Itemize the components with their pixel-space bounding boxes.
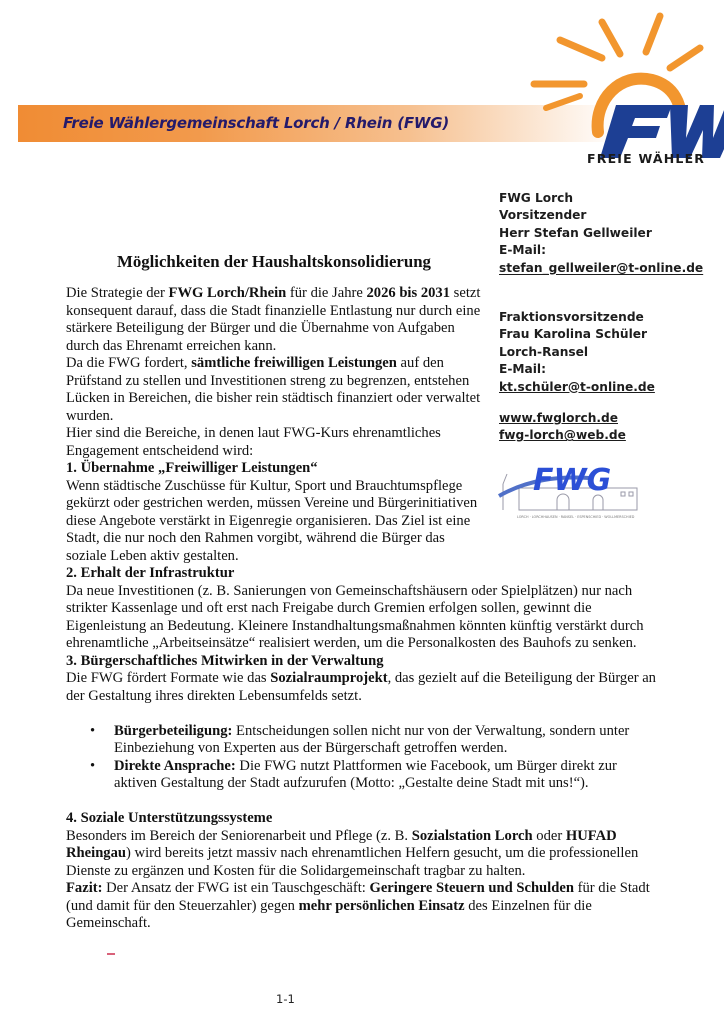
section-heading-1 [66,460,486,478]
contact-chairman [499,190,703,277]
text: Da die FWG fordert, [66,355,192,371]
bullet-item [66,758,656,793]
text: oder [532,827,566,844]
heading-text: 4. Soziale Unterstützungssysteme [66,810,273,826]
section-text-4 [66,828,656,881]
contact-name: Frau Karolina Schüler [499,327,648,342]
logo-caption: FREIE WÄHLER [587,151,706,166]
fwg-logo-subtext: LORCH · LORCHHAUSEN · RANSEL · ESPENSCHIED · WOLLMERSCHIED [517,515,635,519]
contact-email-link[interactable]: stefan_gellweiler@t-online.de [499,260,704,275]
bullet-item [66,723,656,758]
text: Besonders im Bereich der Seniorenarbeit und Pflege (z. B. [66,827,412,844]
conclusion-paragraph [66,880,656,933]
text: setzt konsequent darauf, dass die Stadt finanzielle Entlastung nur durch eine stärkere Beteiligung der Bürger und die Übernahme von Aufgaben durch das Ehrenamt erreichen kann. [66,285,481,354]
banner-title: Freie Wählergemeinschaft Lorch / Rhein (FWG) [63,114,450,132]
general-email-link[interactable]: fwg-lorch@web.de [499,428,626,443]
document-title: Möglichkeiten der Haushaltskonsolidierung [117,252,431,271]
heading-text: 1. Übernahme „Freiwilliger Leistungen“ [66,460,318,476]
section-text-1: Wenn städtische Zuschüsse für Kultur, Sport und Brauchtumspflege gekürzt oder gestrichen werden, müssen Vereine und Bürgerinitiativen diese Angebote verstärkt in Eigenregie organisieren. Das Ziel ist eine Stadt, die nur noch den Rahmen vorgibt, während die Bürger das soziale Leben aktiv gestalten. [66,477,478,564]
heading-text: 3. Bürgerschaftliches Mitwirken in der Verwaltung [66,652,384,669]
website-link[interactable]: www.fwglorch.de [499,411,618,425]
heading-text: 2. Erhalt der Infrastruktur [66,565,235,581]
contact-email-label: E-Mail: [499,243,546,258]
text-bold: Geringere Steuern und Schulden [369,880,574,896]
text-bold: FWG Lorch/Rhein [168,285,287,301]
contact-place: Lorch-Ransel [499,344,589,359]
text-bold: Sozialraumprojekt [270,670,388,686]
text: Die Strategie der [66,285,169,301]
page-number: 1-1 [276,992,295,1006]
text: , das gezielt auf die Beteiligung der Bürger an der Gestaltung ihres direkten Lebensumfelds setzt. [66,670,656,704]
text-bold: 2026 bis 2031 [366,285,451,301]
contact-email-label: E-Mail: [499,362,546,377]
text-bold: HUFAD Rheingau [66,827,617,861]
text: Die FWG fördert Formate wie das [66,670,271,686]
document-body [66,285,706,933]
text: auf den Prüfstand zu stellen und Investitionen streng zu begrenzen, entstehen Lücken in Bereichen, die bisher rein städtisch finanziert oder verwaltet wurden. [66,355,481,424]
section-text-2: Da neue Investitionen (z. B. Sanierungen von Gemeinschaftshäusern oder Spielplätzen) nur nach strikter Kassenlage und oft erst nach Freigabe durch Gremien erfolgen sollen, gewinnt die Eigenleistung an Bedeutung. Kleinere Instandhaltungsmaßnahmen könnten künftig verstärkt durch ehrenamtliche „Arbeitseinsätze“ realisiert werden, um die Personalkosten des Bauhofs zu senken. [66,582,644,651]
intro-paragraph-1 [66,285,486,355]
contact-email-link[interactable]: kt.schüler@t-online.de [499,379,655,394]
text: ) wird bereits jetzt massiv nach ehrenamtlichen Helfern gesucht, um die professionellen Dienste zu ergänzen und Kosten für die Solidargemeinschaft tragbar zu halten. [66,845,639,879]
stray-mark [107,953,115,955]
contact-role: Fraktionsvorsitzende [499,310,644,324]
bullet-text: Die FWG nutzt Plattformen wie Facebook, um Bürger direkt zur aktiven Gestaltung der Stadt aufzurufen (Motto: „Gestalte deine Stadt mit uns!“). [114,757,617,791]
intro-paragraph-3: Hier sind die Bereiche, in denen laut FWG-Kurs ehrenamtliches Engagement entscheidend wird: [66,425,441,459]
text: für die Stadt (und damit für den Steuerzahler) gegen [66,880,650,914]
bullet-label: Direkte Ansprache: [114,757,236,774]
conclusion-label: Fazit: [66,880,103,896]
text-bold: Sozialstation Lorch [411,827,533,844]
text: Der Ansatz der FWG ist ein Tauschgeschäft: [102,880,370,896]
contact-role: Vorsitzender [499,208,587,223]
text-bold: mehr persönlichen Einsatz [298,897,465,914]
contact-name: Herr Stefan Gellweiler [499,225,652,240]
section-text-3 [66,670,656,705]
section-heading-3 [66,653,706,671]
contact-org: FWG Lorch [499,191,574,205]
text: des Einzelnen für die Gemeinschaft. [66,897,592,931]
fwg-logo-text: FWG [533,463,612,498]
bullet-label: Bürgerbeteiligung: [114,722,233,739]
text: für die Jahre [286,285,367,301]
bullet-text: Entscheidungen sollen nicht nur von der Verwaltung, sondern unter Einbeziehung von Experten aus der Bürgerschaft getroffen werden. [114,722,630,756]
section-heading-4 [66,810,706,828]
text-bold: sämtliche freiwilligen Leistungen [191,355,397,371]
bullet-list [66,723,656,793]
section-heading-2 [66,565,706,583]
intro-paragraph-2 [66,355,486,425]
